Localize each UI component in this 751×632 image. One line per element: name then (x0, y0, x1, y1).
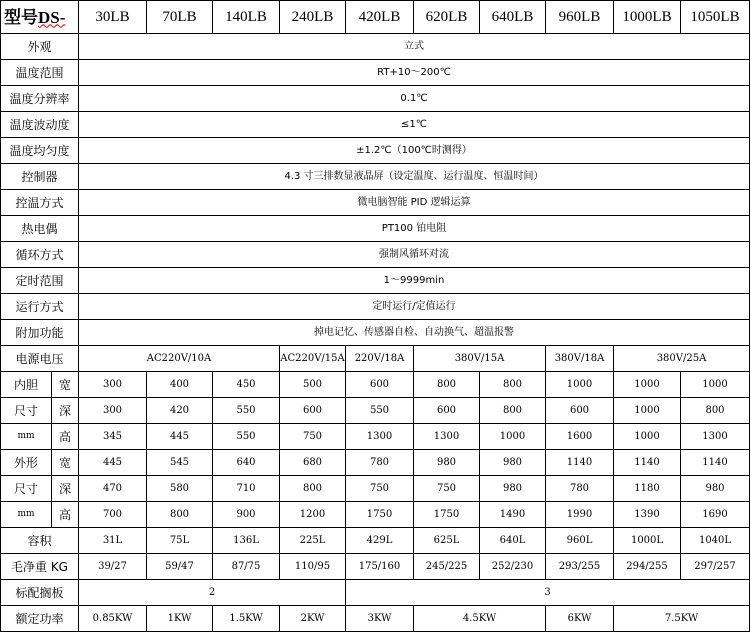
outer-group-label-1: 外形 (1, 450, 52, 476)
data-cell: 600 (546, 398, 614, 424)
row-run-mode (1, 294, 750, 320)
data-cell: 800 (147, 502, 213, 528)
data-cell: 445 (147, 424, 213, 450)
data-cell: 110/95 (280, 554, 346, 580)
data-cell: 6KW (546, 606, 614, 632)
inner-group-label-1: 内胆 (1, 372, 52, 398)
row-inner-depth (1, 398, 750, 424)
row-value: 立式 (79, 34, 750, 60)
power-cell: 220V/18A (346, 346, 414, 372)
data-cell: 545 (147, 450, 213, 476)
data-cell: 136L (213, 528, 280, 554)
row-label: 循环方式 (1, 242, 79, 268)
row-value: 1～9999min (79, 268, 750, 294)
data-cell: 800 (414, 372, 480, 398)
row-outer-depth (1, 476, 750, 502)
row-temp-resolution (1, 86, 750, 112)
outer-group-label-2: 尺寸 (1, 476, 52, 502)
data-cell: 550 (213, 424, 280, 450)
data-cell: 1490 (480, 502, 546, 528)
row-label: 热电偶 (1, 216, 79, 242)
model-cell: 140LB (213, 1, 280, 34)
data-cell: 39/27 (79, 554, 147, 580)
data-cell: 640 (213, 450, 280, 476)
row-label: 标配搁板 (1, 580, 79, 606)
data-cell: 245/225 (414, 554, 480, 580)
row-inner-width (1, 372, 750, 398)
row-label: 运行方式 (1, 294, 79, 320)
data-cell: 550 (346, 398, 414, 424)
model-cell: 1000LB (614, 1, 681, 34)
data-cell: 1180 (614, 476, 681, 502)
data-cell: 1600 (546, 424, 614, 450)
row-value: 强制风循环对流 (79, 242, 750, 268)
data-cell: 300 (79, 398, 147, 424)
data-cell: 1140 (546, 450, 614, 476)
data-cell: 1750 (346, 502, 414, 528)
data-cell: 87/75 (213, 554, 280, 580)
data-cell: 1000 (480, 424, 546, 450)
data-cell: 1000 (614, 372, 681, 398)
row-value: PT100 铂电阻 (79, 216, 750, 242)
data-cell: 780 (346, 450, 414, 476)
data-cell: 300 (79, 372, 147, 398)
row-controller (1, 164, 750, 190)
data-cell: 640L (480, 528, 546, 554)
data-cell: 780 (546, 476, 614, 502)
dim-label: 高 (52, 502, 79, 528)
row-power-supply (1, 346, 750, 372)
model-cell: 1050LB (681, 1, 750, 34)
row-label: 控温方式 (1, 190, 79, 216)
row-value: 4.3 寸三排数显液晶屏（设定温度、运行温度、恒温时间） (79, 164, 750, 190)
row-weight (1, 554, 750, 580)
row-inner-height (1, 424, 750, 450)
data-cell: 1140 (614, 450, 681, 476)
row-thermocouple (1, 216, 750, 242)
power-cell: 380V/25A (614, 346, 750, 372)
data-cell: 0.85KW (79, 606, 147, 632)
dim-label: 深 (52, 476, 79, 502)
row-value: ±1.2℃（100℃时测得） (79, 138, 750, 164)
data-cell: 2KW (280, 606, 346, 632)
data-cell: 750 (280, 424, 346, 450)
data-cell: 800 (280, 476, 346, 502)
data-cell: 710 (213, 476, 280, 502)
row-label: 定时范围 (1, 268, 79, 294)
power-cell: 380V/15A (414, 346, 546, 372)
data-cell: 1000 (546, 372, 614, 398)
data-cell: 600 (280, 398, 346, 424)
dim-label: 深 (52, 398, 79, 424)
data-cell: 1000 (614, 424, 681, 450)
data-cell: 7.5KW (614, 606, 750, 632)
dim-label: 宽 (52, 450, 79, 476)
row-value: 微电脑智能 PID 逻辑运算 (79, 190, 750, 216)
data-cell: 3 (346, 580, 750, 606)
data-cell: 1200 (280, 502, 346, 528)
data-cell: 980 (681, 476, 750, 502)
row-label: 温度范围 (1, 60, 79, 86)
row-label: 外观 (1, 34, 79, 60)
data-cell: 980 (414, 450, 480, 476)
model-cell: 70LB (147, 1, 213, 34)
data-cell: 400 (147, 372, 213, 398)
data-cell: 600 (346, 372, 414, 398)
data-cell: 980 (480, 450, 546, 476)
model-code: DS- (38, 7, 66, 27)
dim-label: 高 (52, 424, 79, 450)
data-cell: 252/230 (480, 554, 546, 580)
data-cell: 294/255 (614, 554, 681, 580)
dim-label: 宽 (52, 372, 79, 398)
data-cell: 1KW (147, 606, 213, 632)
data-cell: 225L (280, 528, 346, 554)
data-cell: 345 (79, 424, 147, 450)
data-cell: 800 (480, 372, 546, 398)
row-label: 毛净重 KG (1, 554, 79, 580)
data-cell: 500 (280, 372, 346, 398)
row-appearance (1, 34, 750, 60)
row-label: 控制器 (1, 164, 79, 190)
data-cell: 4.5KW (414, 606, 546, 632)
data-cell: 1300 (346, 424, 414, 450)
data-cell: 175/160 (346, 554, 414, 580)
row-extra-functions (1, 320, 750, 346)
power-cell: 380V/18A (546, 346, 614, 372)
data-cell: 429L (346, 528, 414, 554)
row-timer-range (1, 268, 750, 294)
model-cell: 640LB (480, 1, 546, 34)
row-control-mode (1, 190, 750, 216)
row-value: 掉电记忆、传感器自检、自动换气、超温报警 (79, 320, 750, 346)
data-cell: 31L (79, 528, 147, 554)
row-temp-range (1, 60, 750, 86)
row-label: 额定功率 (1, 606, 79, 632)
row-rated-power (1, 606, 750, 632)
data-cell: 3KW (346, 606, 414, 632)
row-label: 容积 (1, 528, 79, 554)
data-cell: 445 (79, 450, 147, 476)
data-cell: 1000 (681, 372, 750, 398)
row-temp-fluctuation (1, 112, 750, 138)
data-cell: 800 (480, 398, 546, 424)
row-label: 附加功能 (1, 320, 79, 346)
row-value: 定时运行/定值运行 (79, 294, 750, 320)
data-cell: 1990 (546, 502, 614, 528)
data-cell: 600 (414, 398, 480, 424)
model-cell: 960LB (546, 1, 614, 34)
data-cell: 750 (346, 476, 414, 502)
row-volume (1, 528, 750, 554)
model-prefix: 型号 (4, 7, 38, 27)
power-cell: AC220V/15A (280, 346, 346, 372)
power-cell: AC220V/10A (79, 346, 280, 372)
row-temp-uniformity (1, 138, 750, 164)
row-label: 温度波动度 (1, 112, 79, 138)
data-cell: 580 (147, 476, 213, 502)
data-cell: 980 (480, 476, 546, 502)
data-cell: 1390 (614, 502, 681, 528)
row-label: 温度均匀度 (1, 138, 79, 164)
data-cell: 1000L (614, 528, 681, 554)
data-cell: 59/47 (147, 554, 213, 580)
model-cell: 420LB (346, 1, 414, 34)
data-cell: 470 (79, 476, 147, 502)
data-cell: 1140 (681, 450, 750, 476)
header-row (1, 1, 750, 34)
row-label: 电源电压 (1, 346, 79, 372)
data-cell: 680 (280, 450, 346, 476)
data-cell: 550 (213, 398, 280, 424)
data-cell: 1750 (414, 502, 480, 528)
model-cell: 30LB (79, 1, 147, 34)
row-circulation (1, 242, 750, 268)
data-cell: 2 (79, 580, 346, 606)
row-value: ≤1℃ (79, 112, 750, 138)
data-cell: 420 (147, 398, 213, 424)
data-cell: 1040L (681, 528, 750, 554)
data-cell: 750 (414, 476, 480, 502)
row-label: 温度分辨率 (1, 86, 79, 112)
data-cell: 625L (414, 528, 480, 554)
data-cell: 1000 (614, 398, 681, 424)
model-label (1, 1, 79, 34)
model-cell: 240LB (280, 1, 346, 34)
row-value: 0.1℃ (79, 86, 750, 112)
data-cell: 1.5KW (213, 606, 280, 632)
row-value: RT+10～200℃ (79, 60, 750, 86)
data-cell: 1300 (681, 424, 750, 450)
inner-group-label-2: 尺寸 (1, 398, 52, 424)
outer-unit: mm (1, 502, 52, 528)
data-cell: 75L (147, 528, 213, 554)
data-cell: 1690 (681, 502, 750, 528)
model-cell: 620LB (414, 1, 480, 34)
data-cell: 900 (213, 502, 280, 528)
data-cell: 293/255 (546, 554, 614, 580)
row-outer-width (1, 450, 750, 476)
data-cell: 700 (79, 502, 147, 528)
data-cell: 297/257 (681, 554, 750, 580)
data-cell: 450 (213, 372, 280, 398)
data-cell: 960L (546, 528, 614, 554)
data-cell: 1300 (414, 424, 480, 450)
data-cell: 800 (681, 398, 750, 424)
row-outer-height (1, 502, 750, 528)
row-shelves (1, 580, 750, 606)
inner-unit: mm (1, 424, 52, 450)
